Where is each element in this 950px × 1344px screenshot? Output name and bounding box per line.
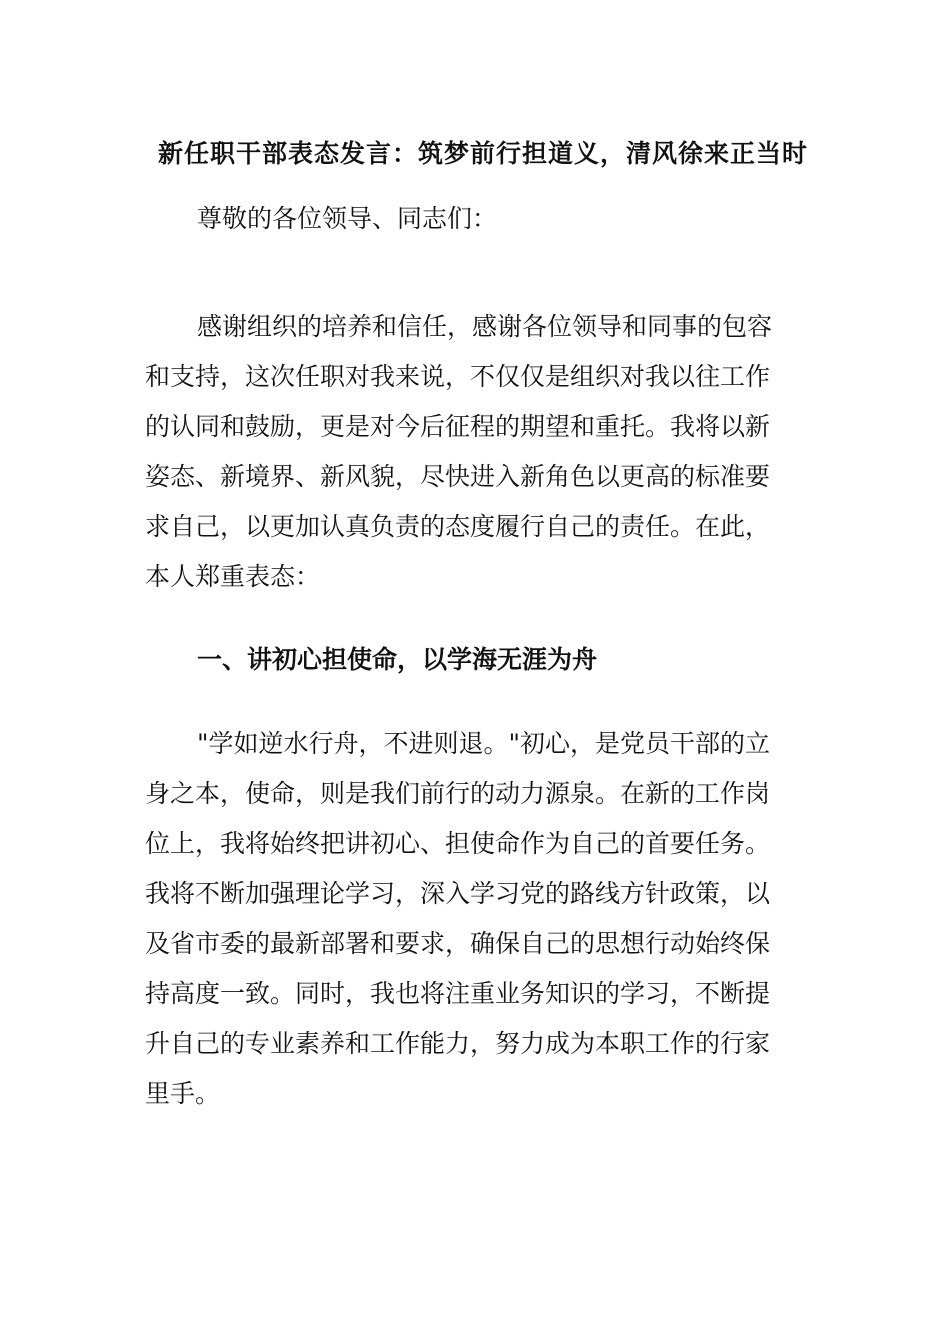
paragraph-2 bbox=[145, 719, 805, 1119]
paragraph-line: 的认同和鼓励，更是对今后征程的期望和重托。我将以新 bbox=[145, 412, 771, 441]
paragraph-line: 位上，我将始终把讲初心、担使命作为自己的首要任务。 bbox=[145, 829, 771, 858]
paragraph-1 bbox=[145, 302, 805, 602]
section-heading: 一、讲初心担使命，以学海无涯为舟 bbox=[197, 645, 598, 674]
paragraph-line: 里手。 bbox=[145, 1079, 221, 1108]
paragraph-line: 感谢组织的培养和信任，感谢各位领导和同事的包容 bbox=[197, 312, 773, 341]
paragraph-line: 和支持，这次任职对我来说，不仅仅是组织对我以往工作 bbox=[145, 362, 771, 391]
paragraph-line: 及省市委的最新部署和要求，确保自己的思想行动始终保 bbox=[145, 929, 771, 958]
paragraph-line: 本人郑重表态： bbox=[145, 562, 321, 591]
salutation: 尊敬的各位领导、同志们： bbox=[197, 204, 498, 233]
paragraph-line: 升自己的专业素养和工作能力，努力成为本职工作的行家 bbox=[145, 1029, 771, 1058]
paragraph-line: 姿态、新境界、新风貌，尽快进入新角色以更高的标准要 bbox=[145, 462, 771, 491]
paragraph-line: 身之本，使命，则是我们前行的动力源泉。在新的工作岗 bbox=[145, 779, 771, 808]
document-title: 新任职干部表态发言：筑梦前行担道义，清风徐来正当时 bbox=[158, 139, 809, 168]
paragraph-line: "学如逆水行舟，不进则退。"初心，是党员干部的立 bbox=[197, 729, 771, 758]
paragraph-line: 求自己，以更加认真负责的态度履行自己的责任。在此， bbox=[145, 512, 771, 541]
paragraph-line: 持高度一致。同时，我也将注重业务知识的学习，不断提 bbox=[145, 979, 771, 1008]
paragraph-line: 我将不断加强理论学习，深入学习党的路线方针政策，以 bbox=[145, 879, 771, 908]
